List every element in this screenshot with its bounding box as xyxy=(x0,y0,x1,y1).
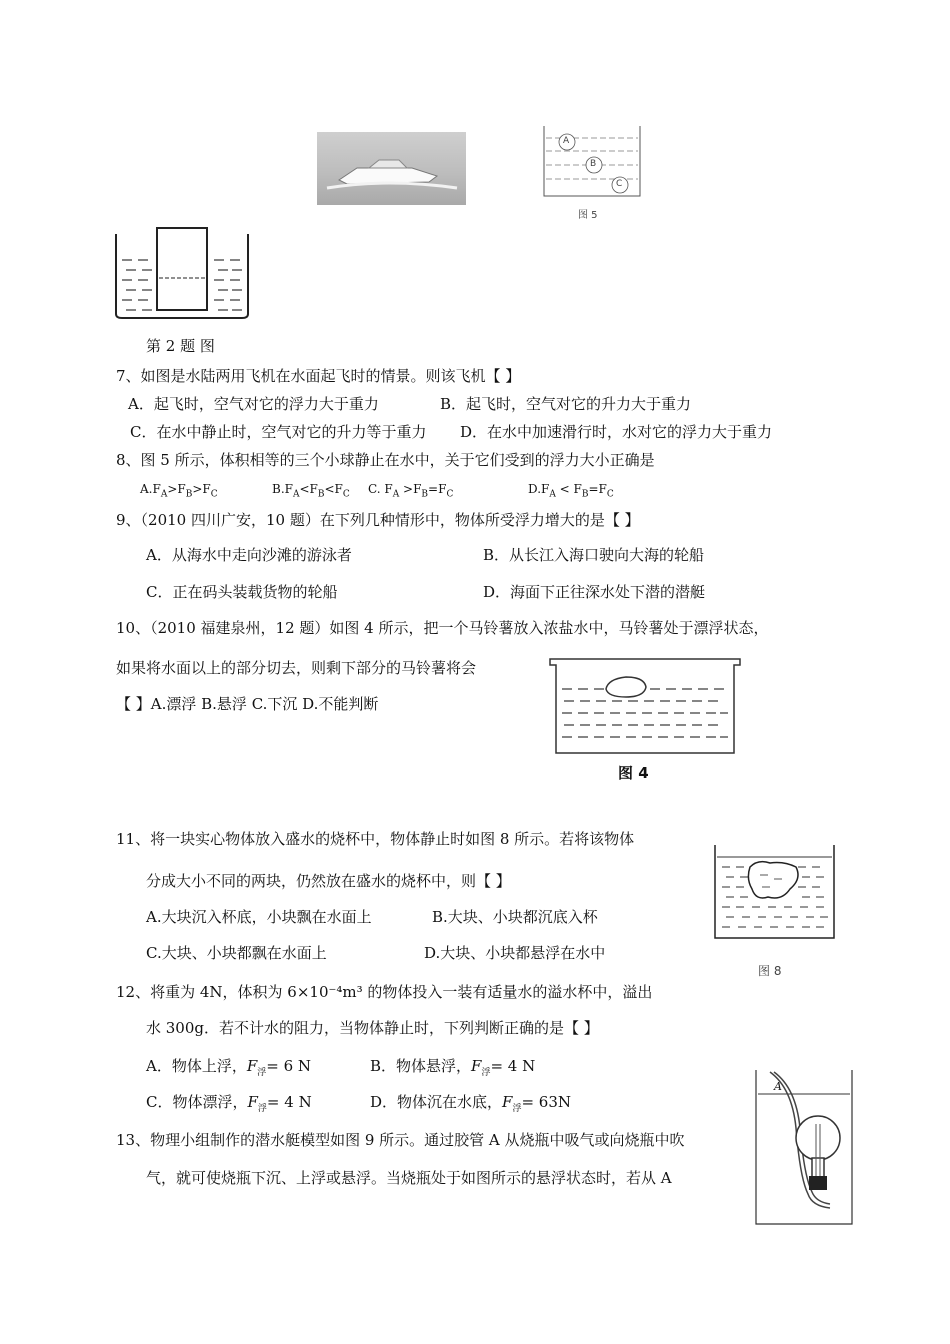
q12-option-d: D．物体沉在水底，$F_浮= 63N$ xyxy=(370,1093,572,1114)
q11-option-c: C.大块、小块都飘在水面上 xyxy=(146,944,327,962)
q7-option-c: C．在水中静止时，空气对它的升力等于重力 xyxy=(130,423,427,441)
q12-option-c: C．物体漂浮，$F_浮= 4$ N xyxy=(146,1093,312,1114)
q11-option-d: D.大块、小块都悬浮在水中 xyxy=(424,944,606,962)
q11-option-b: B.大块、小块都沉底入杯 xyxy=(432,908,598,926)
q10-line3: 【 】A.漂浮 B.悬浮 C.下沉 D.不能判断 xyxy=(116,695,379,713)
q7-option-a: A．起飞时，空气对它的浮力大于重力 xyxy=(128,395,379,413)
fig9-label-a: A xyxy=(774,1080,782,1093)
q12-option-b: B．物体悬浮，$F_浮= 4$ N xyxy=(370,1057,536,1078)
q13-line1: 13、物理小组制作的潜水艇模型如图 9 所示。通过胶管 A 从烧瓶中吸气或向烧瓶中吹 xyxy=(116,1131,685,1149)
q8-option-d: $D.F_A < F_B=F_C$ xyxy=(528,482,614,500)
q9-option-b: B．从长江入海口驶向大海的轮船 xyxy=(483,546,705,564)
ball-a-label: A xyxy=(563,136,570,146)
figure-2 xyxy=(112,224,252,320)
q8-option-b: $B.F_A<F_B<F_C$ xyxy=(272,482,350,500)
q9-stem: 9、（2010 四川广安，10 题）在下列几种情形中，物体所受浮力增大的是【 】 xyxy=(116,511,640,529)
seaplane-photo xyxy=(317,132,466,205)
seaplane-icon xyxy=(317,132,466,205)
ball-b-label: B xyxy=(590,159,597,169)
ball-c-label: C xyxy=(616,179,623,189)
q12-option-a: A．物体上浮，$F_浮= 6$ N xyxy=(146,1057,312,1078)
figure-9 xyxy=(752,1068,856,1228)
figure-4 xyxy=(548,655,743,757)
q11-line1: 11、将一块实心物体放入盛水的烧杯中，物体静止时如图 8 所示。若将该物体 xyxy=(116,830,635,848)
q12-line2: 水 300g．若不计水的阻力，当物体静止时，下列判断正确的是【 】 xyxy=(146,1019,599,1037)
q9-option-a: A．从海水中走向沙滩的游泳者 xyxy=(146,546,352,564)
q8-stem: 8、图 5 所示，体积相等的三个小球静止在水中，关于它们受到的浮力大小正确是 xyxy=(116,451,655,469)
q8-option-a: $A.F_A>F_B>F_C$ xyxy=(140,482,218,500)
q13-line2: 气，就可使烧瓶下沉、上浮或悬浮。当烧瓶处于如图所示的悬浮状态时，若从 A xyxy=(146,1169,672,1187)
q10-line1: 10、（2010 福建泉州，12 题）如图 4 所示，把一个马铃薯放入浓盐水中，马铃薯处于漂浮状态， xyxy=(116,619,769,637)
q9-option-d: D．海面下正往深水处下潜的潜艇 xyxy=(483,583,706,601)
fig4-diagram xyxy=(548,655,743,757)
fig8-caption: 图 8 xyxy=(758,964,782,978)
fig2-diagram xyxy=(112,224,252,320)
figure-5 xyxy=(540,124,645,199)
fig9-diagram xyxy=(752,1068,856,1228)
q7-option-b: B．起飞时，空气对它的升力大于重力 xyxy=(440,395,692,413)
fig4-caption: 图 4 xyxy=(618,764,649,782)
q8-option-c: C. $F_A >F_B=F_C$ xyxy=(368,482,454,500)
q7-option-d: D．在水中加速滑行时，水对它的浮力大于重力 xyxy=(460,423,773,441)
fig2-caption: 第 2 题 图 xyxy=(146,337,215,355)
q12-line1: 12、将重为 4N，体积为 6×10⁻⁴m³ 的物体投入一装有适量水的溢水杯中，溢出 xyxy=(116,983,653,1001)
q9-option-c: C．正在码头装载货物的轮船 xyxy=(146,583,338,601)
q10-line2: 如果将水面以上的部分切去，则剩下部分的马铃薯将会 xyxy=(116,659,477,677)
fig8-diagram xyxy=(712,843,838,941)
q11-option-a: A.大块沉入杯底，小块飘在水面上 xyxy=(146,908,372,926)
figure-8 xyxy=(712,843,838,941)
q7-stem: 7、如图是水陆两用飞机在水面起飞时的情景。则该飞机【 】 xyxy=(116,367,521,385)
fig5-caption: 图 5 xyxy=(578,210,598,221)
q11-line2: 分成大小不同的两块，仍然放在盛水的烧杯中，则【 】 xyxy=(146,872,511,890)
